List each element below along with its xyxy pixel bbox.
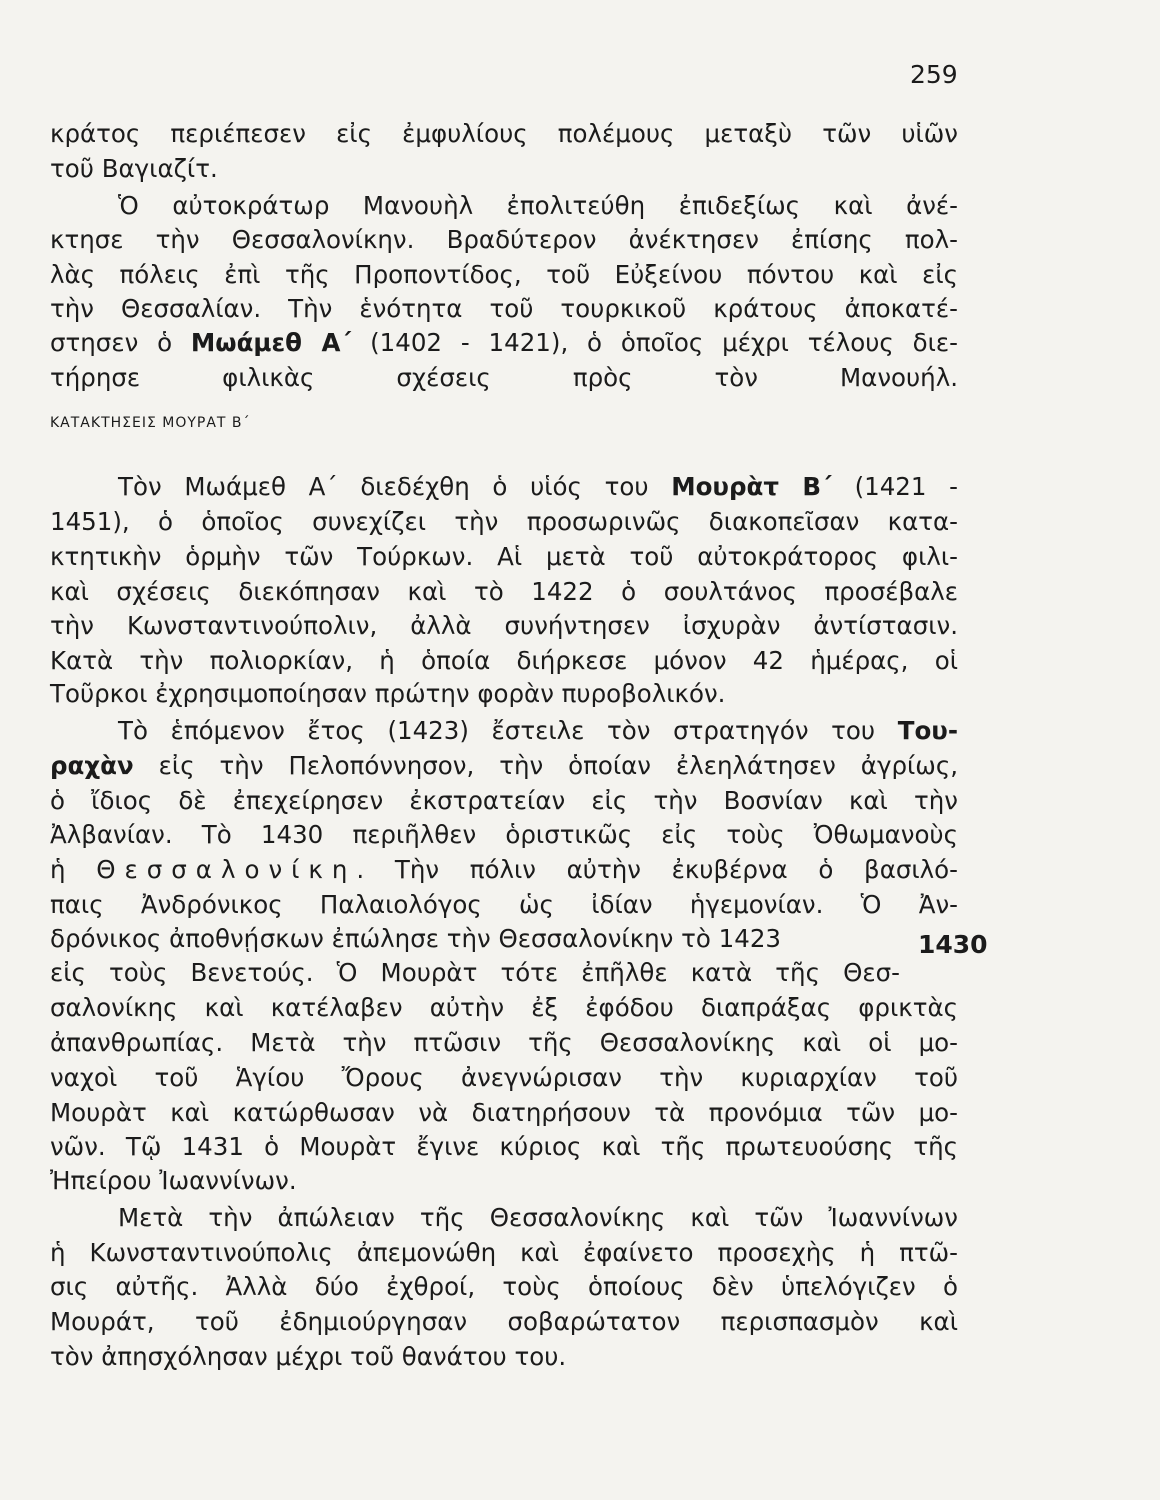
text-line [50, 1236, 958, 1270]
spaced-emphasis: Θεσσαλονίκη [96, 855, 357, 884]
text-run: 1451), ὁ ὁποῖος συνεχίζει τὴν προσωρινῶς διακοπεῖσαν κατα- [50, 507, 958, 536]
text-line [50, 922, 900, 956]
text-run: Τὸν Μωάμεθ Α΄ διεδέχθη ὁ υἱός του [118, 472, 672, 501]
text-line [118, 470, 958, 504]
text-run: κτητικὴν ὁρμὴν τῶν Τούρκων. Αἱ μετὰ τοῦ αὐτοκράτορος φιλι- [50, 542, 958, 571]
bold-name: Του- [897, 716, 958, 745]
text-run: τὸν ἀπησχόλησαν μέχρι τοῦ θανάτου του. [50, 1342, 567, 1371]
text-run: Ὁ αὐτοκράτωρ Μανουὴλ ἐπολιτεύθη ἐπιδεξίως καὶ ἀνέ- [118, 191, 958, 220]
text-run: ὁ ἴδιος δὲ ἐπεχείρησεν ἐκστρατείαν εἰς τὴν Βοσνίαν καὶ τὴν [50, 786, 958, 815]
text-run: λὰς πόλεις ἐπὶ τῆς Προποντίδος, τοῦ Εὐξείνου πόντου καὶ εἰς [50, 260, 958, 289]
text-run: τὴν Θεσσαλίαν. Τὴν ἑνότητα τοῦ τουρκικοῦ κράτους ἀποκατέ- [50, 294, 958, 323]
text-run: Μουρὰτ καὶ κατώρθωσαν νὰ διατηρήσουν τὰ προνόμια τῶν μο- [50, 1098, 958, 1127]
text-line [50, 888, 958, 922]
text-line [50, 1061, 958, 1095]
text-run: νῶν. Τῷ 1431 ὁ Μουρὰτ ἔγινε κύριος καὶ τῆς πρωτευούσης τῆς [50, 1132, 958, 1161]
text-line [50, 991, 958, 1025]
text-line [50, 223, 958, 257]
page-number: 259 [910, 60, 958, 89]
text-run: εἰς τοὺς Βενετούς. Ὁ Μουρὰτ τότε ἐπῆλθε κατὰ τῆς Θεσ- [50, 958, 900, 987]
bold-name: Μουρὰτ Β΄ [671, 472, 832, 501]
text-run: σις αὐτῆς. Ἀλλὰ δύο ἐχθροί, τοὺς ὁποίους δὲν ὑπελόγιζεν ὁ [50, 1272, 958, 1301]
text-run: Κατὰ τὴν πολιορκίαν, ἡ ὁποία διήρκεσε μόνον 42 ἡμέρας, οἱ [50, 646, 958, 675]
section-heading: ΚΑΤΑΚΤΗΣΕΙΣ ΜΟΥΡΑΤ Β΄ [50, 415, 251, 431]
text-line [118, 1201, 958, 1235]
text-run: Μετὰ τὴν ἀπώλειαν τῆς Θεσσαλονίκης καὶ τῶν Ἰωαννίνων [118, 1203, 958, 1232]
text-run: ναχοὶ τοῦ Ἁγίου Ὄρους ἀνεγνώρισαν τὴν κυριαρχίαν τοῦ [50, 1063, 958, 1092]
text-run: (1421 - [831, 472, 959, 501]
text-line [50, 784, 958, 818]
text-run: ἡ Κωνσταντινούπολις ἀπεμονώθη καὶ ἐφαίνετο προσεχὴς ἡ πτῶ- [50, 1238, 958, 1267]
text-run: (1402 - 1421), ὁ ὁποῖος μέχρι τέλους διε- [351, 328, 958, 357]
text-run: . Τὴν πόλιν αὐτὴν ἐκυβέρνα ὁ βασιλό- [356, 855, 958, 884]
text-line [50, 1340, 958, 1374]
text-line [50, 1026, 958, 1060]
text-run: παις Ἀνδρόνικος Παλαιολόγος ὡς ἰδίαν ἡγεμονίαν. Ὁ Ἀν- [50, 890, 958, 919]
text-line [50, 1130, 958, 1164]
text-line [50, 117, 958, 151]
text-line [50, 749, 958, 783]
text-run: ἀπανθρωπίας. Μετὰ τὴν πτῶσιν τῆς Θεσσαλονίκης καὶ οἱ μο- [50, 1028, 958, 1057]
bold-name: Μωάμεθ Α΄ [190, 328, 352, 357]
text-line [50, 326, 958, 360]
text-line [50, 677, 958, 711]
text-run: Ἀλβανίαν. Τὸ 1430 περιῆλθεν ὁριστικῶς εἰς τοὺς Ὀθωμανοὺς [50, 820, 958, 849]
text-line [50, 644, 958, 678]
text-line [118, 189, 958, 223]
text-run: Τοῦρκοι ἐχρησιμοποίησαν πρώτην φορὰν πυροβολικόν. [50, 679, 726, 708]
text-run: δρόνικος ἀποθνῄσκων ἐπώλησε τὴν Θεσσαλονίκην τὸ 1423 [50, 924, 782, 953]
text-line [50, 818, 958, 852]
text-run: κτησε τὴν Θεσσαλονίκην. Βραδύτερον ἀνέκτησεν ἐπίσης πολ- [50, 225, 958, 254]
text-line [50, 575, 958, 609]
text-run: τὴν Κωνσταντινούπολιν, ἀλλὰ συνήντησεν ἰσχυρὰν ἀντίστασιν. [50, 611, 958, 640]
text-run: καὶ σχέσεις διεκόπησαν καὶ τὸ 1422 ὁ σουλτάνος προσέβαλε [50, 577, 958, 606]
text-line [118, 714, 958, 748]
text-line [50, 292, 958, 326]
text-line [50, 853, 958, 887]
text-line [50, 258, 958, 292]
text-line [50, 540, 958, 574]
text-run: Τὸ ἑπόμενον ἔτος (1423) ἔστειλε τὸν στρατηγόν του [118, 716, 898, 745]
text-run: τήρησε φιλικὰς σχέσεις πρὸς τὸν Μανουήλ. [50, 363, 958, 392]
text-line [50, 956, 900, 990]
text-run: Μουράτ, τοῦ ἐδημιούργησαν σοβαρώτατον περισπασμὸν καὶ [50, 1307, 958, 1336]
text-line [50, 505, 958, 539]
text-run: τοῦ Βαγιαζίτ. [50, 154, 218, 183]
text-line [50, 1096, 958, 1130]
bold-name: ραχὰν [50, 751, 134, 780]
text-run: κράτος περιέπεσεν εἰς ἐμφυλίους πολέμους μεταξὺ τῶν υἱῶν [50, 119, 958, 148]
text-line [50, 1164, 958, 1198]
text-run: Ἠπείρου Ἰωαννίνων. [50, 1166, 297, 1195]
text-line [50, 1270, 958, 1304]
text-run: σαλονίκης καὶ κατέλαβεν αὐτὴν ἐξ ἐφόδου διαπράξας φρικτὰς [50, 993, 958, 1022]
text-run: στησεν ὁ [50, 328, 191, 357]
margin-note-year: 1430 [918, 930, 988, 959]
text-run: εἰς τὴν Πελοπόννησον, τὴν ὁποίαν ἐλεηλάτησεν ἀγρίως, [133, 751, 958, 780]
text-line [50, 361, 958, 395]
text-line [50, 609, 958, 643]
text-run: ἡ [50, 855, 97, 884]
text-line [50, 152, 958, 186]
text-line [50, 1305, 958, 1339]
